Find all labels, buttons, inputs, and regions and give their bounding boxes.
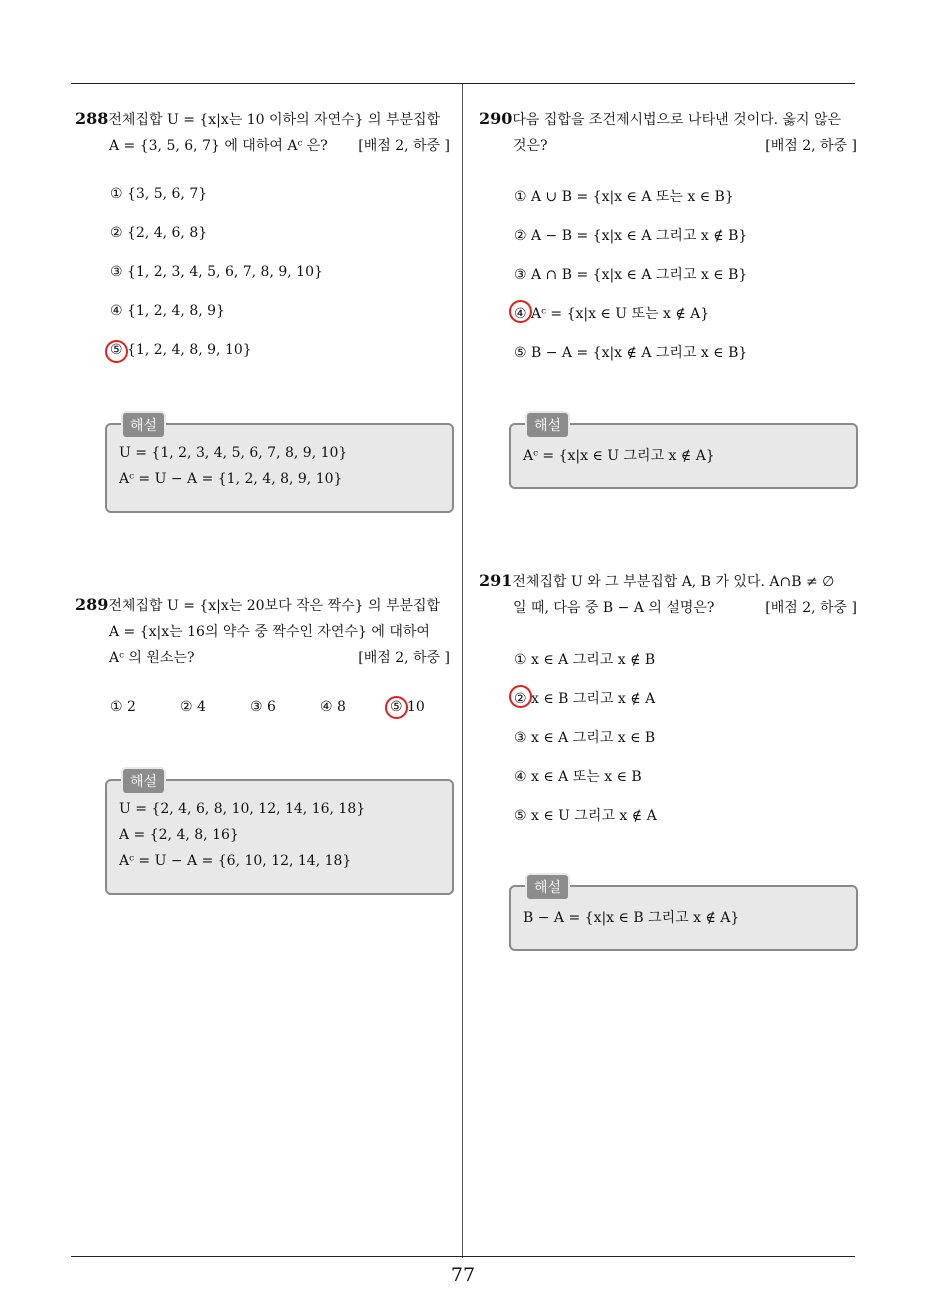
question-text-line1: 전체집합 U = {x|x는 20보다 작은 짝수} 의 부분집합: [108, 598, 441, 614]
explanation-tab: 해설: [525, 873, 570, 901]
explanation-tab: 해설: [525, 411, 570, 439]
explanation-tab: 해설: [121, 767, 166, 795]
question-text-line2: 일 때, 다음 중 B − A 의 설명은?: [513, 600, 715, 616]
question-290: [479, 106, 857, 159]
explanation-line: Aᶜ = U − A = {6, 10, 12, 14, 18}: [119, 853, 352, 869]
option-2[interactable]: ② 4: [180, 699, 206, 715]
option-4[interactable]: ④ {1, 2, 4, 8, 9}: [110, 303, 225, 319]
page-number: 77: [450, 1264, 476, 1286]
explanation-line: Aᶜ = U − A = {1, 2, 4, 8, 9, 10}: [119, 471, 343, 487]
option-2[interactable]: ② {2, 4, 6, 8}: [110, 225, 208, 241]
explanation-box-288: [105, 418, 454, 513]
option-1[interactable]: ① 2: [110, 699, 136, 715]
explanation-box-291: [509, 880, 858, 951]
question-number: 291: [479, 571, 513, 590]
bottom-rule: [71, 1256, 855, 1257]
question-text-line1: 전체집합 U = {x|x는 10 이하의 자연수} 의 부분집합: [108, 112, 441, 128]
question-289: [75, 592, 450, 671]
answer-mark-circle: [385, 696, 408, 719]
option-3[interactable]: ③ A ∩ B = {x|x ∈ A 그리고 x ∈ B}: [514, 267, 748, 283]
question-text-line1: 다음 집합을 조건제시법으로 나타낸 것이다. 옳지 않은: [512, 112, 842, 128]
score-meta: [배점 2, 하중 ]: [765, 600, 857, 616]
score-meta: [배점 2, 하중 ]: [765, 138, 857, 154]
option-5[interactable]: ⑤ {1, 2, 4, 8, 9, 10}: [110, 342, 252, 358]
question-291: [479, 568, 857, 621]
answer-mark-circle: [509, 300, 532, 323]
answer-mark-circle: [509, 685, 532, 708]
top-rule: [71, 83, 855, 84]
question-number: 289: [75, 595, 109, 614]
explanation-line: A = {2, 4, 8, 16}: [119, 827, 239, 843]
option-3[interactable]: ③ x ∈ A 그리고 x ∈ B: [514, 730, 656, 746]
score-meta: [배점 2, 하중 ]: [358, 138, 450, 154]
option-3[interactable]: ③ 6: [250, 699, 276, 715]
option-1[interactable]: ① A ∪ B = {x|x ∈ A 또는 x ∈ B}: [514, 189, 734, 205]
option-4[interactable]: ④ Aᶜ = {x|x ∈ U 또는 x ∉ A}: [514, 306, 710, 322]
option-5[interactable]: ⑤ x ∈ U 그리고 x ∉ A: [514, 808, 657, 824]
question-number: 290: [479, 109, 513, 128]
question-text-line1: 전체집합 U 와 그 부분집합 A, B 가 있다. A∩B ≠ ∅: [512, 574, 835, 590]
option-5[interactable]: ⑤ 10: [390, 699, 425, 715]
explanation-box-289: [105, 774, 454, 895]
column-divider: [462, 84, 463, 1258]
question-text-line2: A = {3, 5, 6, 7} 에 대하여 Aᶜ 은?: [109, 138, 328, 154]
option-2[interactable]: ② A − B = {x|x ∈ A 그리고 x ∉ B}: [514, 228, 748, 244]
option-4[interactable]: ④ 8: [320, 699, 346, 715]
answer-mark-circle: [105, 340, 128, 363]
explanation-line: B − A = {x|x ∈ B 그리고 x ∉ A}: [523, 910, 740, 926]
question-text-line2: 것은?: [513, 138, 548, 154]
explanation-tab: 해설: [121, 411, 166, 439]
explanation-box-290: [509, 418, 858, 489]
question-text-line3: Aᶜ 의 원소는?: [109, 650, 195, 666]
option-5[interactable]: ⑤ B − A = {x|x ∉ A 그리고 x ∈ B}: [514, 345, 748, 361]
option-1[interactable]: ① {3, 5, 6, 7}: [110, 186, 208, 202]
explanation-line: U = {1, 2, 3, 4, 5, 6, 7, 8, 9, 10}: [119, 445, 348, 461]
explanation-line: Aᶜ = {x|x ∈ U 그리고 x ∉ A}: [523, 448, 715, 464]
question-number: 288: [75, 109, 109, 128]
option-1[interactable]: ① x ∈ A 그리고 x ∉ B: [514, 652, 656, 668]
option-2[interactable]: ② x ∈ B 그리고 x ∉ A: [514, 691, 656, 707]
option-4[interactable]: ④ x ∈ A 또는 x ∈ B: [514, 769, 642, 785]
score-meta: [배점 2, 하중 ]: [358, 650, 450, 666]
option-3[interactable]: ③ {1, 2, 3, 4, 5, 6, 7, 8, 9, 10}: [110, 264, 323, 280]
question-288: [75, 106, 450, 159]
explanation-line: U = {2, 4, 6, 8, 10, 12, 14, 16, 18}: [119, 801, 366, 817]
question-text-line2: A = {x|x는 16의 약수 중 짝수인 자연수} 에 대하여: [109, 624, 430, 640]
